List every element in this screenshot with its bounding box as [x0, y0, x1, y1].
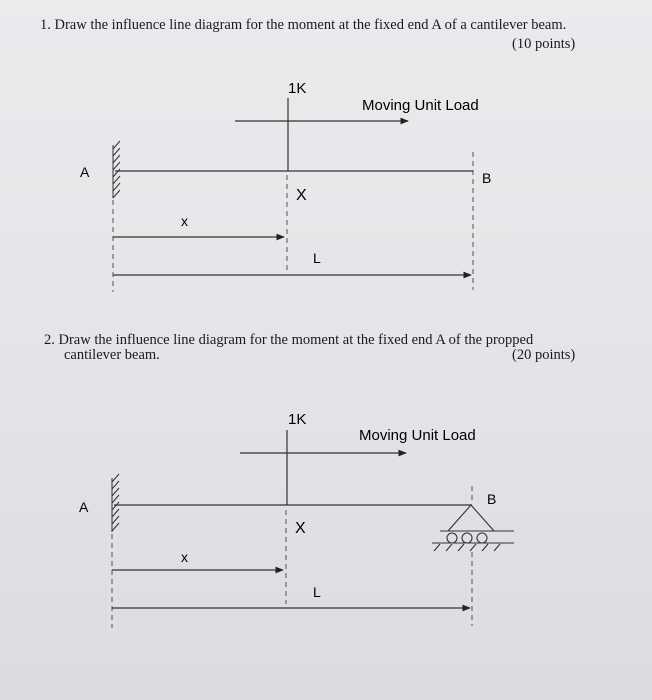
position-label-2: X: [295, 520, 306, 537]
fixed-support-2: [112, 474, 119, 532]
question-2-text-line1: 2. Draw the influence line diagram for the moment at the fixed end A of the propped: [44, 332, 534, 348]
dim-l-label-1: L: [313, 250, 321, 266]
dim-x-label-1: x: [181, 213, 188, 229]
moving-label-2: Moving Unit Load: [359, 427, 476, 444]
roller-support: [432, 505, 514, 551]
dim-l-label-2: L: [313, 584, 321, 600]
support-label-a-1: A: [80, 164, 90, 180]
question-1-text: 1. Draw the influence line diagram for the moment at the fixed end A of a cantilever beam.: [40, 17, 567, 33]
question-2-points: (20 points): [512, 347, 576, 363]
load-label-1: 1K: [288, 80, 307, 97]
dim-x-label-2: x: [181, 549, 188, 565]
load-label-2: 1K: [288, 411, 307, 428]
end-label-b-1: B: [482, 170, 492, 186]
moving-label-1: Moving Unit Load: [362, 97, 479, 114]
support-label-a-2: A: [79, 499, 89, 515]
end-label-b-2: B: [487, 491, 497, 507]
position-label-1: X: [296, 187, 307, 204]
question-2-text-line2: cantilever beam.: [64, 347, 160, 363]
question-1-points: (10 points): [512, 36, 576, 52]
